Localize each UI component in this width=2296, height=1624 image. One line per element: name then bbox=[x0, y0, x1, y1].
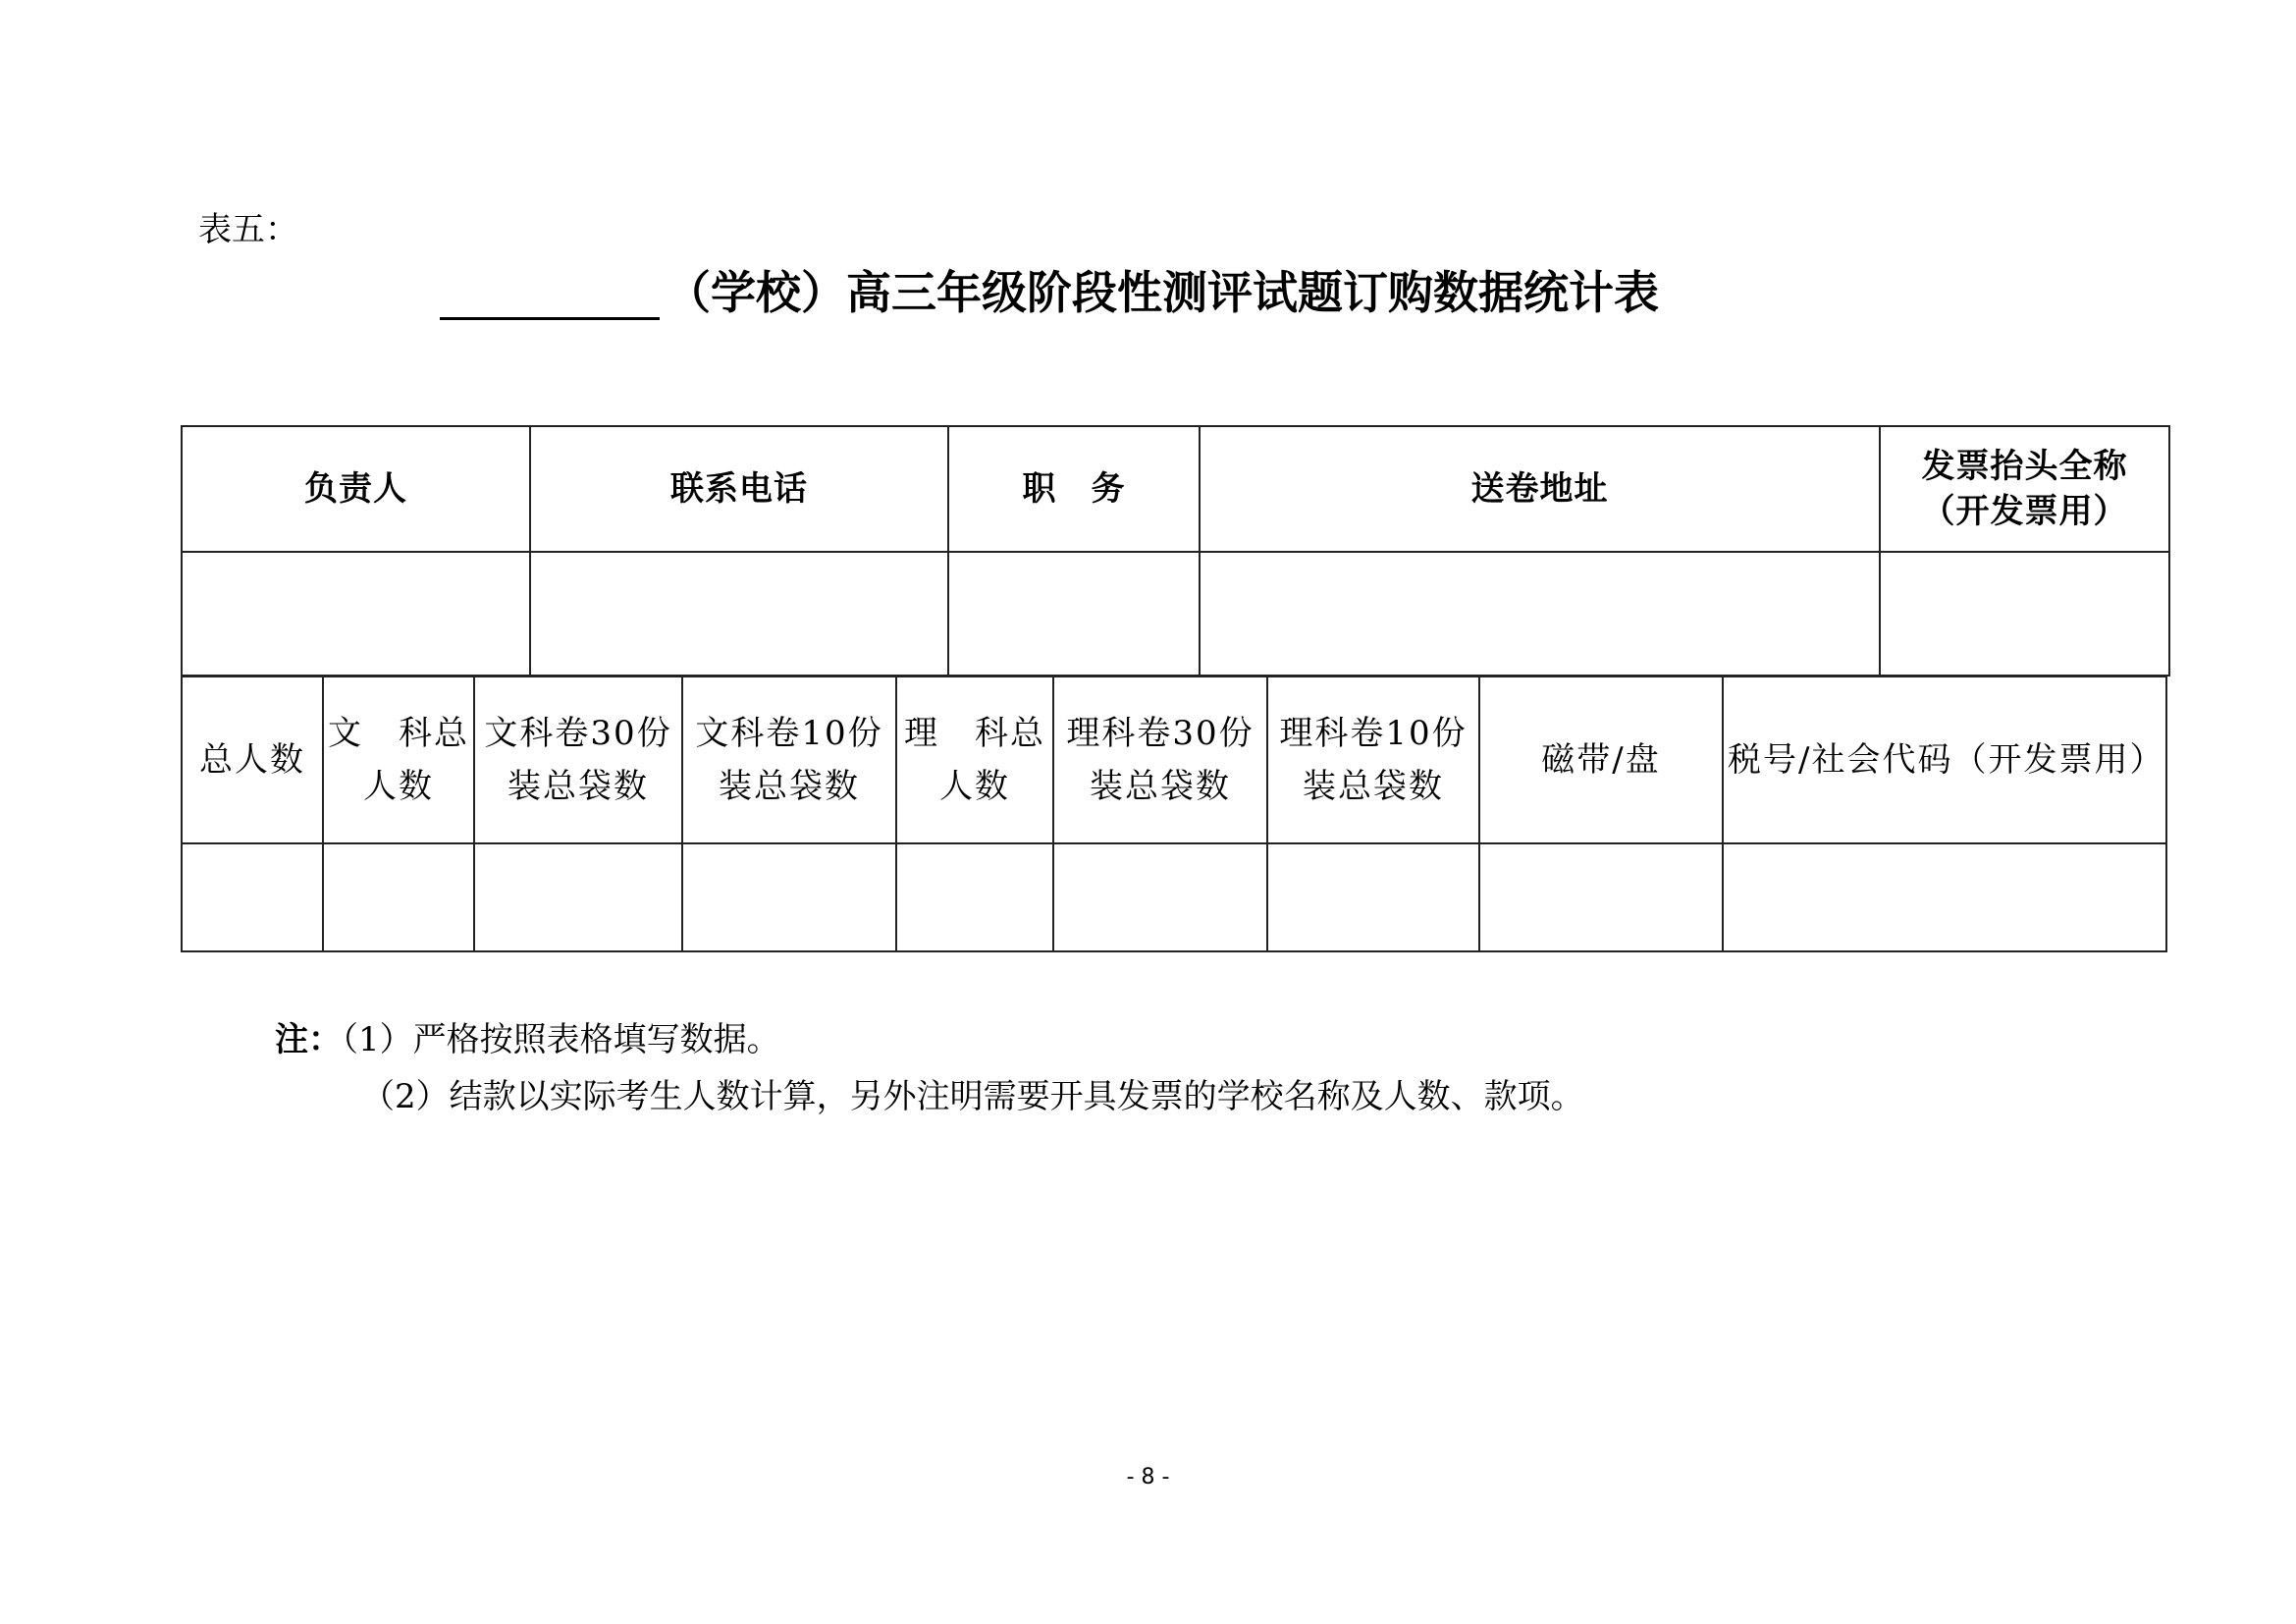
order-header-row bbox=[182, 677, 2166, 843]
header-invoice-title bbox=[1880, 426, 2169, 552]
note-1-text: （1）严格按照表格填写数据。 bbox=[342, 1020, 780, 1059]
tape-disc-cell[interactable] bbox=[1479, 843, 1723, 951]
header-science-30-bags: 理科卷30份装总袋数 bbox=[1053, 677, 1267, 843]
header-position: 职 务 bbox=[948, 426, 1200, 552]
delivery-address-cell[interactable] bbox=[1200, 552, 1880, 676]
total-students-cell[interactable] bbox=[182, 843, 323, 951]
order-table bbox=[181, 676, 2167, 952]
header-person-in-charge: 负责人 bbox=[182, 426, 530, 552]
invoice-title-line1: 发票抬头全称 bbox=[1921, 447, 2128, 486]
position-cell[interactable] bbox=[948, 552, 1200, 676]
note-2-text: （2）结款以实际考生人数计算，另外注明需要开具发票的学校名称及人数、款项。 bbox=[361, 1077, 1584, 1116]
header-tape-disc: 磁带/盘 bbox=[1479, 677, 1723, 843]
invoice-title-cell[interactable] bbox=[1880, 552, 2169, 676]
arts-total-students-cell[interactable] bbox=[323, 843, 474, 951]
invoice-title-line2: （开发票用） bbox=[1921, 492, 2128, 531]
header-delivery-address: 送卷地址 bbox=[1200, 426, 1880, 552]
header-total-students: 总人数 bbox=[182, 677, 323, 843]
header-arts-30-bags: 文科卷30份装总袋数 bbox=[474, 677, 682, 843]
phone-cell[interactable] bbox=[530, 552, 948, 676]
tax-id-cell[interactable] bbox=[1723, 843, 2166, 951]
arts-10-bags-cell[interactable] bbox=[682, 843, 896, 951]
note-2 bbox=[361, 1077, 1584, 1116]
contact-table bbox=[181, 425, 2170, 677]
header-phone: 联系电话 bbox=[530, 426, 948, 552]
note-1 bbox=[275, 1020, 780, 1059]
page-number: - 8 - bbox=[1126, 1465, 1170, 1489]
header-arts-10-bags: 文科卷10份装总袋数 bbox=[682, 677, 896, 843]
science-10-bags-cell[interactable] bbox=[1267, 843, 1479, 951]
school-name-blank bbox=[440, 266, 660, 320]
header-tax-id: 税号/社会代码（开发票用） bbox=[1723, 677, 2166, 843]
header-science-10-bags: 理科卷10份装总袋数 bbox=[1267, 677, 1479, 843]
person-in-charge-cell[interactable] bbox=[182, 552, 530, 676]
order-value-row bbox=[182, 843, 2166, 951]
science-30-bags-cell[interactable] bbox=[1053, 843, 1267, 951]
note-label: 注： bbox=[275, 1020, 342, 1059]
contact-value-row bbox=[182, 552, 2169, 676]
science-total-students-cell[interactable] bbox=[896, 843, 1053, 951]
header-science-total-students: 理 科总人数 bbox=[896, 677, 1053, 843]
header-arts-total-students: 文 科总人数 bbox=[323, 677, 474, 843]
contact-header-row bbox=[182, 426, 2169, 552]
title-text: （学校）高三年级阶段性测评试题订购数据统计表 bbox=[666, 266, 1659, 319]
arts-30-bags-cell[interactable] bbox=[474, 843, 682, 951]
table-label: 表五： bbox=[198, 210, 298, 249]
page-title bbox=[440, 261, 1659, 320]
